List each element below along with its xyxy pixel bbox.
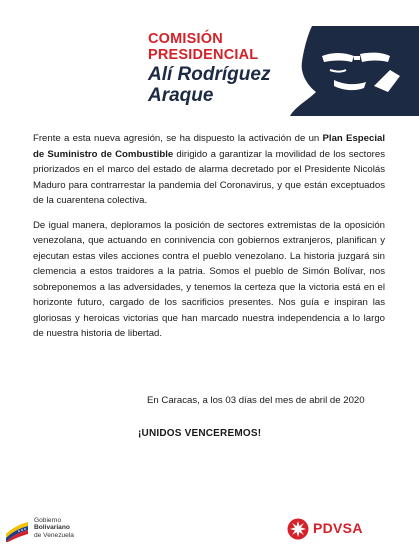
gov-line-3: de Venezuela: [34, 531, 74, 539]
header-line-4: Araque: [148, 85, 214, 106]
paragraph-1-intro: Frente a esta nueva agresión, se ha dispuesto la activación de un: [33, 133, 323, 144]
footer: [0, 508, 419, 553]
venezuela-flag-logo-icon: [4, 512, 30, 542]
header-line-2: PRESIDENCIAL: [148, 47, 259, 63]
header-line-1: COMISIÓN: [148, 31, 223, 47]
portrait-icon: [250, 26, 419, 116]
plan-name: Plan Especial de Suministro de Combustible: [33, 133, 385, 160]
paragraph-1-rest: dirigido a garantizar la movilidad de los sectores priorizados en el marco del estado de alarma decretado por el Presidente Nicolás Maduro para contrarrestar la pandemia del Coronavirus, y que están exceptuados de la cuarentena colectiva.: [33, 148, 385, 206]
gov-line-2: Bolivariano: [34, 524, 70, 532]
date-line: En Caracas, a los 03 días del mes de abril de 2020: [147, 395, 365, 406]
gov-line-1: Gobierno: [34, 517, 62, 524]
paragraph-1: [33, 131, 385, 209]
pdvsa-logo-text: PDVSA: [313, 520, 363, 536]
letterhead: [146, 26, 416, 116]
paragraph-2: De igual manera, deploramos la posición de sectores extremistas de la oposición venezolana, que actuando en connivencia con gobiernos extranjeros, planifican y ejecutan estas viles acciones contra el pueblo venezolano. La historia juzgará sin clemencia a estos traidores a la patria. Somos el pueblo de Simón Bolívar, nos sobreponemos a las adversidades, y tenemos la certeza que la victoria está en el horizonte futuro, cargado de los sacrificios presentes. Nos guía e inspiran las gloriosas y heroicas victorias que han marcado nuestra independencia a lo largo de nuestra historia de libertad.: [33, 219, 385, 339]
slogan: ¡UNIDOS VENCEREMOS!: [138, 428, 262, 439]
header-line-3: Alí Rodríguez: [148, 64, 271, 85]
pdvsa-sun-logo-icon: [287, 518, 309, 540]
government-logo-text: [34, 517, 74, 539]
document-body: [33, 131, 385, 351]
